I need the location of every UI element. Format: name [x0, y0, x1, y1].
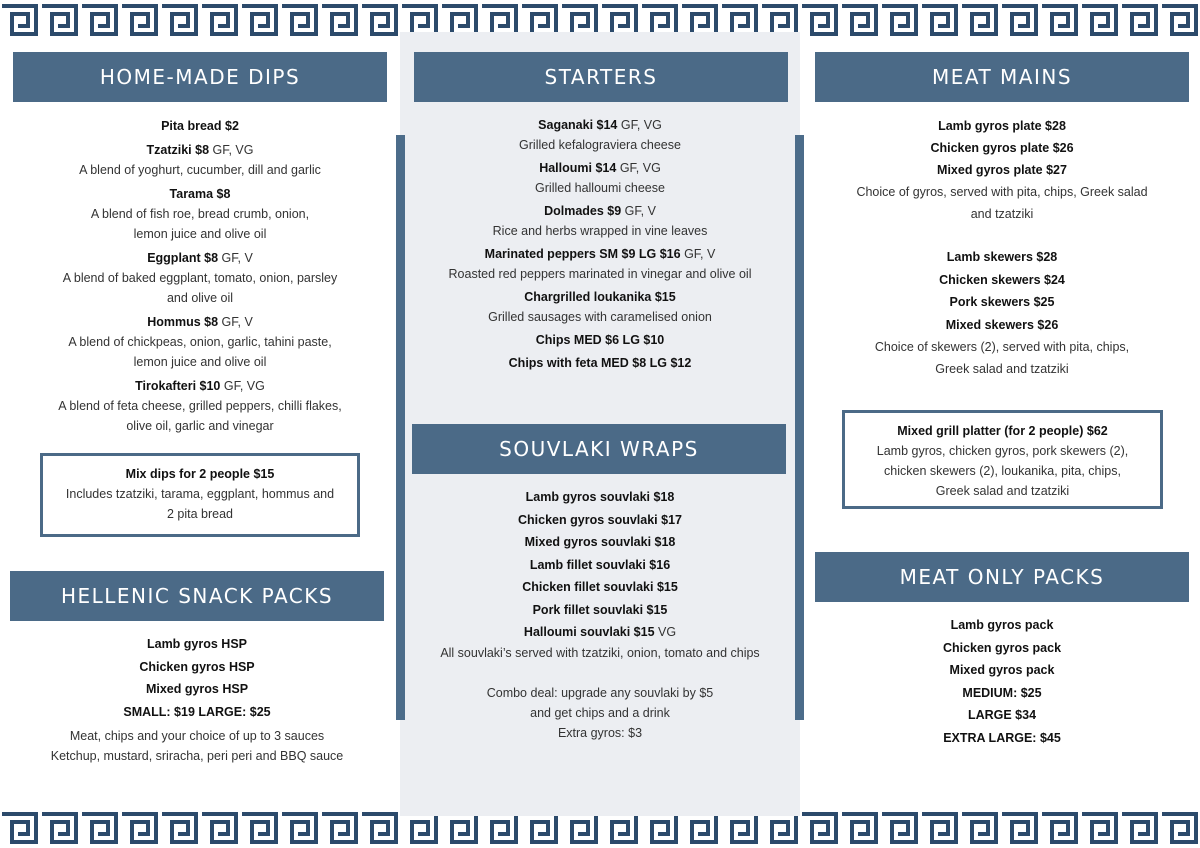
hsp-item: Mixed gyros HSP	[145, 682, 249, 696]
menu-item-name: Hommus $8	[147, 315, 219, 329]
menu-item-desc: Grilled kefalograviera cheese	[519, 138, 681, 152]
menu-item	[405, 599, 795, 622]
mix-dips-desc-1: Includes tzatziki, tarama, eggplant, hommus and	[65, 487, 335, 501]
menu-item-desc: olive oil, garlic and vinegar	[126, 419, 274, 433]
starters-list	[405, 116, 795, 377]
menu-item	[405, 576, 795, 599]
menu-item-tags: GF, V	[684, 247, 716, 261]
menu-item-tags: GF, VG	[620, 118, 662, 132]
divider-bar-left	[396, 135, 405, 720]
header-souvlaki-wraps: SOUVLAKI WRAPS	[412, 424, 786, 474]
platter-desc-3: Greek salad and tzatziki	[935, 484, 1070, 498]
skewers-desc-2: Greek salad and tzatziki	[935, 362, 1069, 376]
header-meat-mains: MEAT MAINS	[815, 52, 1189, 102]
header-hellenic-snack-packs: HELLENIC SNACK PACKS	[10, 571, 384, 621]
menu-item	[10, 140, 390, 180]
hsp-item: Chicken gyros HSP	[139, 659, 255, 674]
menu-item	[10, 312, 390, 372]
menu-item-name: Chicken gyros souvlaki $17	[518, 512, 682, 527]
menu-item-desc: Grilled halloumi cheese	[535, 181, 665, 195]
hsp-item: Lamb gyros HSP	[146, 637, 248, 651]
menu-item-desc: lemon juice and olive oil	[133, 355, 267, 369]
menu-item-desc: A blend of yoghurt, cucumber, dill and garlic	[79, 163, 321, 177]
skewer-item: Pork skewers $25	[949, 295, 1055, 309]
menu-item	[10, 376, 390, 436]
menu-item-desc: A blend of baked eggplant, tomato, onion, parsley	[62, 271, 338, 285]
menu-item-name: Eggplant $8	[147, 251, 219, 265]
skewer-item: Lamb skewers $28	[946, 250, 1058, 264]
menu-item	[405, 331, 795, 350]
menu-item-tags: GF, V	[221, 251, 253, 265]
skewer-item: Mixed skewers $26	[945, 317, 1059, 332]
menu-item-name: Tirokafteri $10	[135, 379, 221, 393]
menu-item	[405, 509, 795, 532]
plate-item: Chicken gyros plate $26	[930, 141, 1074, 155]
skewers-desc-1: Choice of skewers (2), served with pita, chips,	[874, 340, 1130, 354]
menu-item	[405, 531, 795, 554]
platter-desc-2: chicken skewers (2), loukanika, pita, chips,	[884, 464, 1121, 478]
menu-item-desc: A blend of fish roe, bread crumb, onion,	[90, 207, 310, 221]
menu-item-desc: and olive oil	[166, 291, 233, 305]
menu-item	[405, 554, 795, 577]
platter-desc-1: Lamb gyros, chicken gyros, pork skewers (2),	[876, 444, 1129, 458]
menu-item-desc: A blend of feta cheese, grilled peppers, chilli flakes,	[58, 399, 342, 413]
pack-price: EXTRA LARGE: $45	[943, 730, 1061, 745]
dips-list	[10, 116, 390, 440]
menu-item-desc: lemon juice and olive oil	[133, 227, 267, 241]
menu-item-name: Tarama $8	[169, 187, 231, 201]
mix-dips-desc-2: 2 pita bread	[166, 507, 234, 521]
menu-item-tags: VG	[658, 625, 677, 639]
menu-item	[405, 202, 795, 241]
mix-dips-box	[40, 453, 360, 537]
menu-item-desc: A blend of chickpeas, onion, garlic, tahini paste,	[68, 335, 332, 349]
menu-item-tags: GF, VG	[212, 143, 254, 157]
menu-item	[405, 621, 795, 644]
menu-item-name: Chargrilled loukanika $15	[524, 290, 676, 304]
menu-item-name: Lamb fillet souvlaki $16	[529, 557, 671, 572]
menu-item-name: Halloumi souvlaki $15	[523, 625, 655, 639]
menu-item	[405, 159, 795, 198]
menu-item-name: Pita bread $2	[161, 119, 239, 133]
menu-item	[405, 116, 795, 155]
menu-item	[10, 116, 390, 136]
menu-item-name: Chicken fillet souvlaki $15	[522, 580, 678, 594]
menu-item	[10, 184, 390, 244]
menu-item-tags: GF, VG	[223, 379, 265, 393]
plates-list	[810, 115, 1194, 225]
menu-item	[405, 245, 795, 284]
pack-item: Mixed gyros pack	[949, 663, 1055, 677]
skewers-list	[810, 246, 1194, 380]
hsp-desc-1: Meat, chips and your choice of up to 3 sauces	[69, 729, 325, 743]
menu-item-tags: GF, V	[624, 204, 656, 218]
skewer-item: Chicken skewers $24	[939, 272, 1065, 287]
menu-item-name: Tzatziki $8	[146, 143, 210, 157]
plate-item: Mixed gyros plate $27	[937, 163, 1067, 177]
souvlaki-note: All souvlaki’s served with tzatziki, onion, tomato and chips	[440, 646, 760, 660]
pack-item: Chicken gyros pack	[942, 640, 1062, 655]
menu-item-tags: GF, V	[221, 315, 253, 329]
header-home-made-dips: HOME-MADE DIPS	[13, 52, 387, 102]
menu-item-tags: GF, VG	[619, 161, 661, 175]
menu-item-name: Chips with feta MED $8 LG $12	[508, 356, 692, 370]
souvlaki-notes	[405, 643, 795, 743]
packs-list	[810, 614, 1194, 749]
mixed-grill-platter-box	[842, 410, 1163, 509]
menu-item-name: Saganaki $14	[538, 118, 618, 132]
combo-line-3: Extra gyros: $3	[557, 726, 643, 740]
menu-item-name: Mixed gyros souvlaki $18	[524, 535, 676, 549]
platter-title: Mixed grill platter (for 2 people) $62	[897, 424, 1108, 438]
menu-item-name: Lamb gyros souvlaki $18	[525, 490, 675, 504]
menu-item-name: Marinated peppers SM $9 LG $16	[484, 247, 681, 261]
plate-item: Lamb gyros plate $28	[938, 119, 1066, 133]
header-meat-only-packs: MEAT ONLY PACKS	[815, 552, 1189, 602]
plates-desc-1: Choice of gyros, served with pita, chips, Greek salad	[856, 185, 1148, 199]
menu-item-name: Dolmades $9	[544, 204, 622, 218]
pack-item: Lamb gyros pack	[950, 618, 1054, 632]
menu-item	[405, 288, 795, 327]
hsp-prices: SMALL: $19 LARGE: $25	[123, 704, 271, 719]
menu-item	[405, 354, 795, 373]
menu-item-name: Pork fillet souvlaki $15	[532, 602, 668, 617]
plates-desc-2: and tzatziki	[970, 207, 1034, 221]
header-starters: STARTERS	[414, 52, 788, 102]
divider-bar-right	[795, 135, 804, 720]
menu-item-name: Halloumi $14	[539, 161, 617, 175]
combo-line-2: and get chips and a drink	[530, 706, 670, 720]
menu-item	[405, 486, 795, 509]
hsp-desc-2: Ketchup, mustard, sriracha, peri peri and BBQ sauce	[50, 749, 344, 763]
mix-dips-title: Mix dips for 2 people $15	[125, 467, 275, 481]
menu-item-name: Chips MED $6 LG $10	[535, 333, 665, 347]
menu-item-desc: Roasted red peppers marinated in vinegar and olive oil	[448, 267, 752, 281]
menu-item-desc: Grilled sausages with caramelised onion	[488, 310, 712, 324]
menu-item	[10, 248, 390, 308]
hsp-list	[10, 633, 384, 766]
souvlaki-list	[405, 486, 795, 644]
pack-price: MEDIUM: $25	[962, 685, 1042, 700]
pack-price: LARGE $34	[967, 708, 1037, 722]
combo-line-1: Combo deal: upgrade any souvlaki by $5	[486, 686, 714, 700]
menu-item-desc: Rice and herbs wrapped in vine leaves	[492, 224, 708, 238]
